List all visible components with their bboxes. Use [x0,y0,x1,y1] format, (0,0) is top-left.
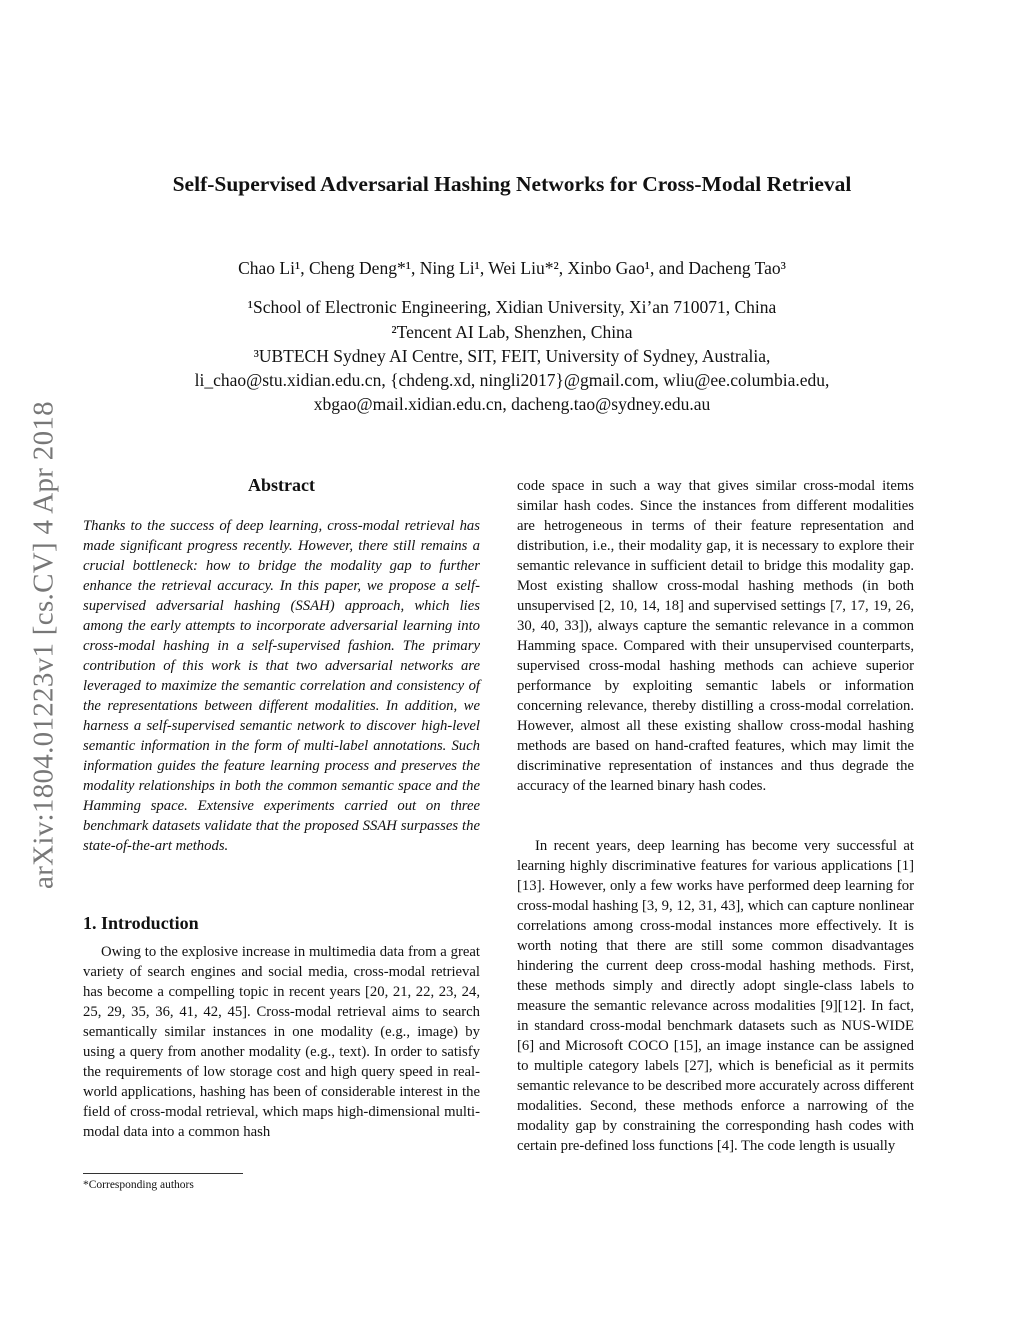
right-paragraph-1: code space in such a way that gives similar cross-modal items similar hash codes. Since the instances from different modalities are hetrogeneous in terms of their feature representation and distribution, i.e., their modality gap, it is necessary to explore their semantic relevance in sufficient detail to bridge this modality gap. Most existing shallow cross-modal hashing methods (in both unsupervised [2, 10, 14, 18] and supervised settings [7, 17, 19, 26, 30, 40, 33]), always capture the semantic relevance in a common Hamming space. Compared with their unsupervised counterparts, supervised cross-modal hashing methods can achieve superior performance by exploiting semantic labels or information concerning relevance, thereby distilling a cross-modal correlation. However, almost all these existing shallow cross-modal hashing methods are based on hand-crafted features, which may limit the discriminative representation of instances and thus degrade the accuracy of the learned binary hash codes. [517,478,914,794]
abstract-body: Thanks to the success of deep learning, cross-modal retrieval has made significant progress recently. However, there still remains a crucial bottleneck: how to bridge the modality gap to further enhance the retrieval accuracy. In this paper, we propose a self-supervised adversarial hashing (SSAH) approach, which lies among the early attempts to incorporate adversarial learning into cross-modal hashing in a self-supervised fashion. The primary contribution of this work is that two adversarial networks are leveraged to maximize the semantic correlation and consistency of the representations between different modalities. In addition, we harness a self-supervised semantic network to discover high-level semantic information in the form of multi-label annotations. Such information guides the feature learning process and preserves the modality relationships in both the common semantic space and the Hamming space. Extensive experiments carried out on three benchmark datasets validate that the proposed SSAH surpasses the state-of-the-art methods. [83,518,480,854]
arxiv-stamp [22,360,66,930]
author-list: Chao Li¹, Cheng Deng*¹, Ning Li¹, Wei Liu*², Xinbo Gao¹, and Dacheng Tao³ [238,258,786,278]
abstract-heading: Abstract [248,475,315,495]
section-heading-introduction: 1. Introduction [83,913,199,933]
affiliation-3: ³UBTECH Sydney AI Centre, SIT, FEIT, University of Sydney, Australia, [253,346,771,366]
footnote: *Corresponding authors [83,1179,194,1191]
email-line-1: li_chao@stu.xidian.edu.cn, {chdeng.xd, ningli2017}@gmail.com, wliu@ee.columbia.edu, [194,370,830,390]
arxiv-stamp-text: arXiv:1804.01223v1 [cs.CV] 4 Apr 2018 [27,401,60,889]
affiliation-2: ²Tencent AI Lab, Shenzhen, China [391,322,633,342]
intro-paragraph-1: Owing to the explosive increase in multimedia data from a great variety of search engines and social media, cross-modal retrieval has become a compelling topic in recent years [20, 21, 22, 23, 24, 25, 29, 35, 36, 41, 42, 45]. Cross-modal retrieval aims to search semantically similar instances in one modality (e.g., image) by using a query from another modality (e.g., text). In order to satisfy the requirements of low storage cost and high query speed in real-world applications, hashing has been of considerable interest in the field of cross-modal retrieval, which maps high-dimensional multi-modal data into a common hash [83,944,480,1140]
email-line-2: xbgao@mail.xidian.edu.cn, dacheng.tao@sydney.edu.au [313,394,711,414]
right-paragraph-2: In recent years, deep learning has become very successful at learning highly discriminative features for various applications [1][13]. However, only a few works have performed deep learning for cross-modal hashing [3, 9, 12, 31, 43], which can capture nonlinear correlations among cross-modal instances more effectively. It is worth noting that there are still some common disadvantages hindering the current deep cross-modal hashing methods. First, these methods simply and directly adopt single-class labels to measure the semantic relevance across modalities [9][12]. In fact, in standard cross-modal benchmark datasets such as NUS-WIDE [6] and Microsoft COCO [15], an image instance can be assigned to multiple category labels [27], which is beneficial as it permits semantic relevance to be described more accurately across different modalities. Second, these methods enforce a narrowing of the modality gap by constraining the corresponding hash codes with certain pre-defined loss functions [4]. The code length is usually [517,838,914,1154]
paper-title: Self-Supervised Adversarial Hashing Networks for Cross-Modal Retrieval [172,172,852,196]
affiliation-1: ¹School of Electronic Engineering, Xidian University, Xi’an 710071, China [247,297,777,317]
footnote-rule [83,1173,243,1174]
